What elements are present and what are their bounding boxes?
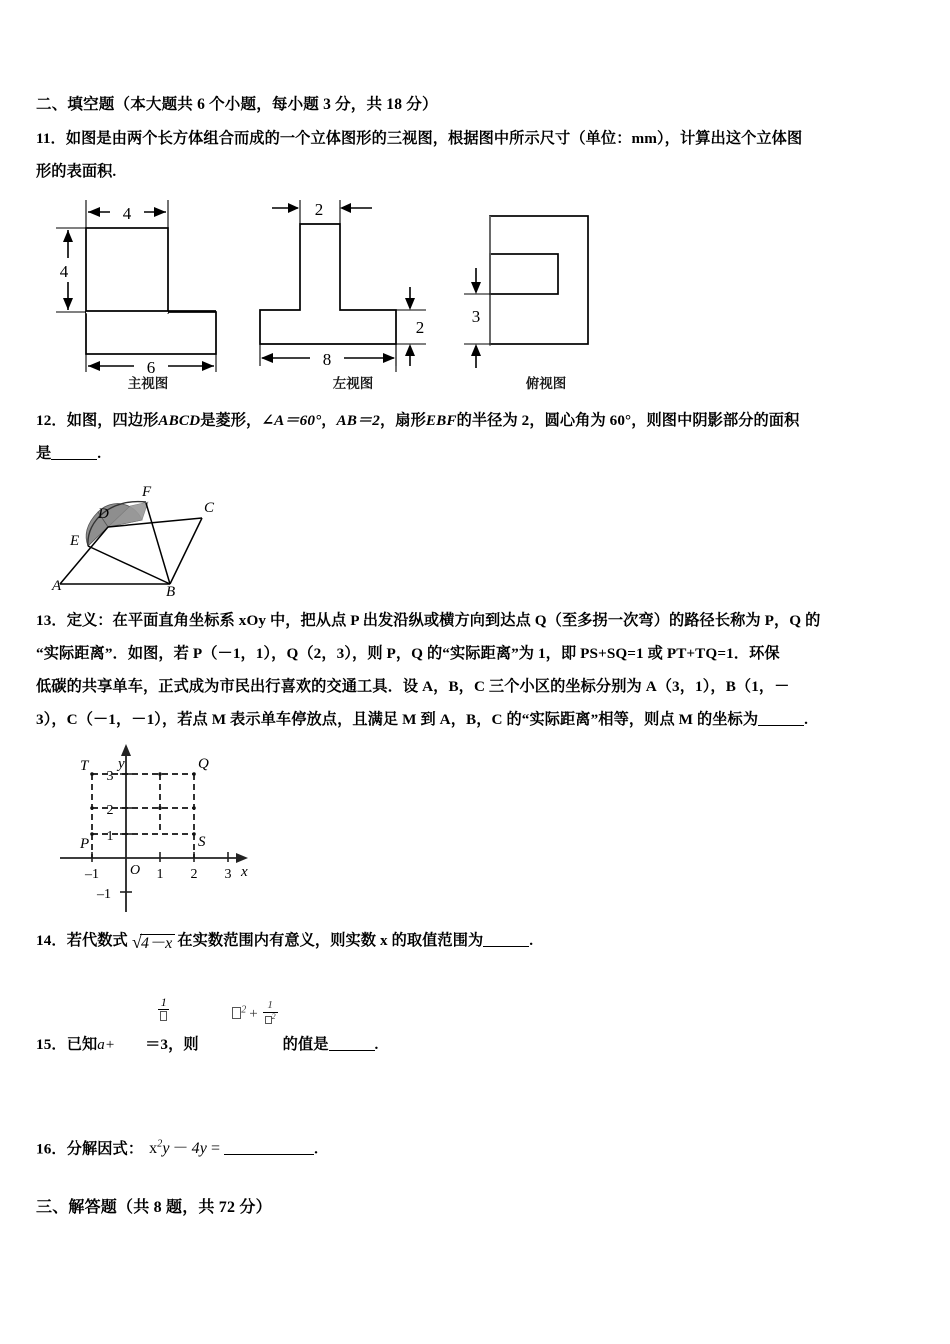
q12-line2: 是	[36, 445, 52, 462]
q12-number: 12．	[36, 412, 67, 429]
top-view-group	[456, 194, 636, 392]
svg-text:1: 1	[156, 867, 164, 882]
missing-glyph-box-icon	[160, 1011, 167, 1020]
q16-equals: =	[210, 1140, 221, 1158]
question-14-text	[36, 924, 916, 960]
q16-four-y: 4y	[191, 1140, 207, 1158]
svg-text:–1: –1	[85, 867, 99, 882]
section-heading-fill-in: 二、填空题（本大题共 6 个小题，每小题 3 分，共 18 分）	[36, 96, 438, 113]
top-view-svg	[456, 194, 636, 374]
q11-line1: 如图是由两个长方体组合而成的一个立体图形的三视图，根据图中所示尺寸（单位：mm），计算出这个立体图	[65, 130, 803, 147]
svg-text:C: C	[204, 500, 215, 516]
q11-number: 11．	[36, 130, 66, 147]
svg-text:D: D	[98, 506, 109, 522]
q15-frac-numerator: 1	[160, 995, 167, 1009]
q16-text-a: 分解因式：	[66, 1140, 144, 1158]
side-view-svg	[248, 194, 458, 374]
svg-text:6: 6	[146, 358, 156, 374]
q16-period: .	[314, 1140, 318, 1158]
svg-text:4: 4	[59, 262, 69, 281]
q11-three-view-figure	[36, 194, 916, 390]
q16-minus: －	[172, 1140, 189, 1158]
svg-text:3: 3	[224, 867, 232, 882]
front-view-svg	[48, 194, 248, 374]
q14-text-a: 若代数式	[66, 932, 128, 949]
q13-period: .	[804, 711, 809, 728]
radicand: 4－x	[140, 934, 175, 952]
q15-equation: ＝3，则	[145, 1036, 199, 1053]
q13-line4: 3），C（－1，－1），若点 M 表示单车停放点，且满足 M 到 A，B，C 的“实际距离”相等，则点 M 的坐标为	[36, 711, 759, 728]
section-heading-solve: 三、解答题（共 8 题，共 72 分）	[36, 1199, 272, 1217]
q15-fraction-one-over-a	[156, 996, 171, 1022]
side-view-caption: 左视图	[332, 376, 374, 391]
q12-ab-value: AB＝2	[336, 412, 380, 429]
rhombus-sector-svg	[42, 472, 262, 598]
svg-text:8: 8	[322, 350, 332, 369]
q15-frac-denominator-tofu	[158, 1009, 169, 1023]
q15-expr-plus: +	[249, 1006, 258, 1023]
missing-glyph-box-icon	[232, 1007, 241, 1019]
question-11-text-cont	[36, 155, 916, 188]
q14-answer-blank[interactable]	[483, 946, 529, 947]
q16-answer-blank[interactable]	[224, 1154, 314, 1155]
q15-expr-frac-num: 1	[267, 999, 273, 1011]
svg-text:S: S	[198, 834, 206, 850]
q13-coordinate-graph	[36, 740, 916, 922]
q15-expr-frac-den-sup: 2	[271, 1012, 276, 1022]
svg-text:B: B	[166, 584, 176, 598]
svg-text:A: A	[52, 578, 62, 594]
front-view-group	[48, 194, 248, 392]
svg-text:T: T	[80, 758, 89, 774]
top-view-caption: 俯视图	[525, 376, 567, 391]
svg-text:O: O	[130, 863, 141, 878]
q16-x: x	[149, 1140, 158, 1158]
q12-abcd: ABCD	[158, 412, 201, 429]
q13-line3: 低碳的共享单车，正式成为市民出行喜欢的交通工具．设 A，B，C 三个小区的坐标分别为 A（3，1），B（1，－	[36, 678, 790, 695]
q15-text-a: 已知	[66, 1036, 98, 1053]
q16-exponent: 2	[157, 1139, 163, 1150]
missing-glyph-box-icon	[265, 1016, 272, 1025]
svg-text:P: P	[80, 836, 90, 852]
svg-text:3: 3	[471, 307, 481, 326]
q15-expr-frac-den	[263, 1012, 278, 1027]
q12-text-b: 是菱形，	[200, 412, 262, 429]
q12-angle-a: ∠A＝60°	[261, 412, 322, 429]
side-view-group	[248, 194, 458, 392]
question-13-text-line4	[36, 703, 916, 736]
q16-y: y	[162, 1140, 170, 1158]
q12-rhombus-figure	[36, 472, 916, 598]
q15-period: .	[374, 1036, 379, 1053]
q14-text-b: 在实数范围内有意义，则实数 x 的取值范围为	[177, 932, 484, 949]
question-16-text	[36, 1128, 916, 1165]
question-12-text	[36, 404, 916, 437]
q16-number: 16．	[36, 1140, 67, 1158]
coordinate-plane-svg	[46, 740, 261, 922]
question-15-block	[36, 990, 916, 1080]
q12-answer-blank[interactable]	[51, 459, 97, 460]
svg-text:2: 2	[190, 867, 198, 882]
q13-line2: “实际距离”．如图，若 P（－1，1），Q（2，3），则 P，Q 的“实际距离”为 1，即 PS+SQ=1 或 PT+TQ=1．环保	[36, 645, 780, 662]
question-13-text-line1	[36, 604, 916, 637]
svg-text:1: 1	[106, 829, 114, 844]
q15-expression-squared-sum	[232, 1000, 280, 1027]
q15-answer-blank[interactable]	[329, 1050, 375, 1051]
svg-text:2: 2	[106, 803, 114, 818]
q12-text-d: ，扇形	[380, 412, 426, 429]
svg-text:E: E	[70, 533, 80, 549]
radical-sign: √	[131, 932, 142, 952]
q13-line1: 定义：在平面直角坐标系 xOy 中，把从点 P 出发沿纵或横方向到达点 Q（至多拐一次弯）的路径长称为 P，Q 的	[66, 612, 821, 629]
q12-text-e: 的半径为 2，圆心角为 60°，则图中阴影部分的面积	[456, 412, 800, 429]
svg-text:x: x	[241, 864, 248, 880]
q12-text-c: ，	[321, 412, 337, 429]
svg-text:–1: –1	[97, 887, 111, 902]
q15-variable-a: a+	[97, 1037, 116, 1053]
svg-text:2: 2	[415, 318, 425, 337]
q15-expr-fraction	[261, 1000, 280, 1027]
svg-text:y: y	[118, 756, 125, 772]
svg-text:Q: Q	[198, 756, 209, 772]
q14-number: 14．	[36, 932, 67, 949]
question-11-text	[36, 122, 916, 155]
question-15-text	[36, 1028, 378, 1062]
q12-period: .	[97, 445, 102, 462]
q12-ebf: EBF	[425, 412, 457, 429]
q15-number: 15．	[36, 1036, 67, 1053]
question-13-text-line3	[36, 670, 916, 703]
q13-number: 13．	[36, 612, 67, 629]
svg-text:4: 4	[122, 204, 132, 223]
q12-text-a: 如图，四边形	[66, 412, 159, 429]
q15-expr-superscript: 2	[241, 1004, 247, 1016]
page-content	[36, 92, 916, 1225]
svg-text:2: 2	[314, 200, 324, 219]
q16-expression	[143, 1140, 224, 1157]
q15-text-b: 的值是	[282, 1036, 329, 1053]
square-root-expression	[128, 926, 178, 960]
question-12-text-cont	[36, 437, 916, 470]
q11-line2: 形的表面积.	[36, 163, 117, 180]
svg-text:F: F	[142, 484, 152, 500]
q13-answer-blank[interactable]	[758, 725, 804, 726]
question-13-text-line2	[36, 637, 916, 670]
q14-period: .	[529, 932, 534, 949]
front-view-caption: 主视图	[127, 376, 169, 391]
svg-text:3: 3	[106, 769, 114, 784]
